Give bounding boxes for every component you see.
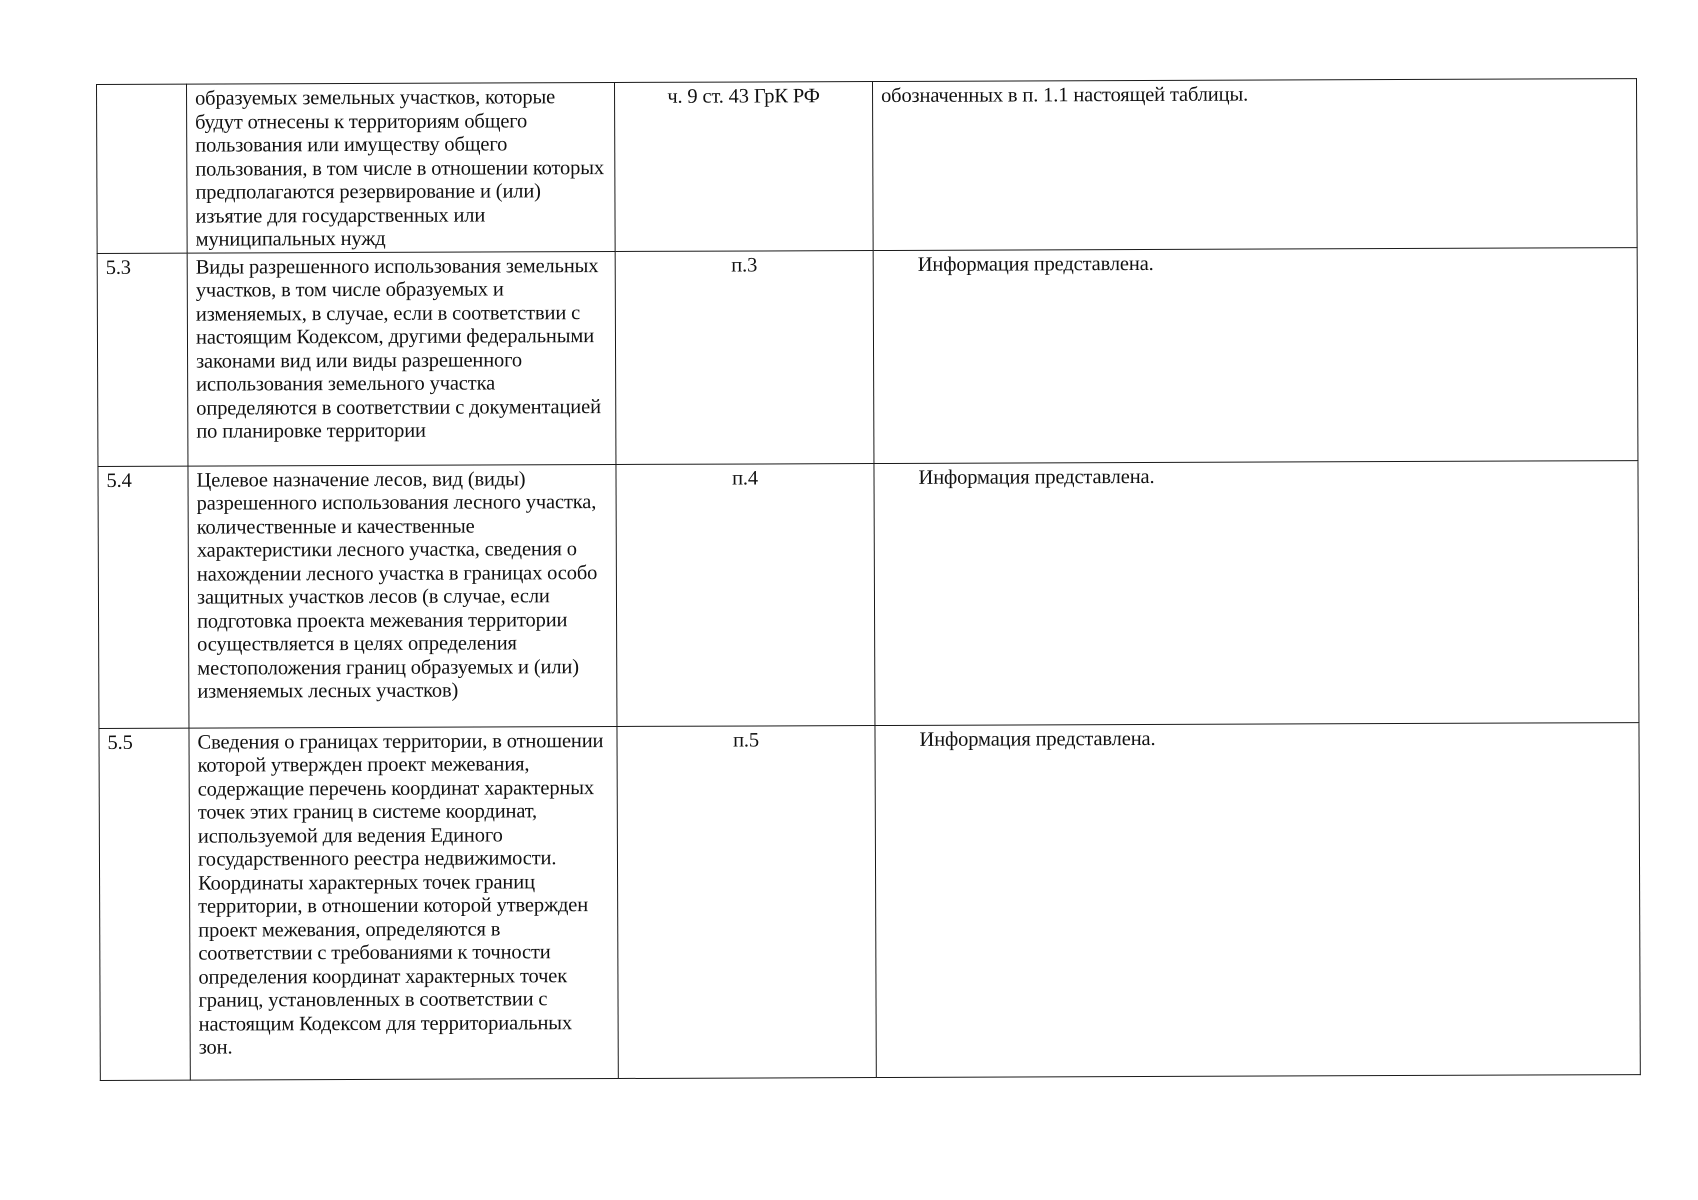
table-row-continuation [97, 79, 1638, 253]
row-reference-cell: п.4 [616, 463, 875, 726]
table-row-5-3 [97, 247, 1638, 466]
row-number-cell: 5.5 [99, 728, 190, 1080]
table-row-5-4 [98, 460, 1639, 728]
row-description-cell: Виды разрешенного использования земельных участков, в том числе образуемых и изменяемых, в случае, если в соответствии с настоящим Кодексом, другими федеральными законами вид или виды разрешенного использования земельного участка определяются в соответствии с документацией по планировке территории [187, 251, 616, 466]
row-info-cell: Информация представлена. [873, 247, 1638, 463]
row-reference-cell: п.5 [617, 725, 876, 1078]
table-row-5-5 [99, 722, 1640, 1080]
row-info-cell: Информация представлена. [874, 460, 1639, 725]
row-reference-cell: ч. 9 ст. 43 ГрК РФ [614, 82, 873, 251]
row-reference-cell: п.3 [615, 250, 874, 464]
row-description-cell: Целевое назначение лесов, вид (виды) разрешенного использования лесного участка, количественные и качественные характеристики лесного участка, сведения о нахождении лесного участка в границах особо защитных участков лесов (в случае, если подготовка проекта межевания территории осуществляется в целях определения местоположения границ образуемых и (или) изменяемых лесных участков) [188, 464, 617, 728]
row-number-cell [97, 84, 188, 253]
row-description-cell: Сведения о границах территории, в отношении которой утвержден проект межевания, содержащие перечень координат характерных точек этих границ в системе координат, используемой для ведения Единого государственного реестра недвижимости. Координаты характерных точек границ территории, в отношении которой утвержден проект межевания, определяются в соответствии с требованиями к точности определения координат характерных точек границ, установленных в соответствии с настоящим Кодексом для территориальных зон. [189, 726, 618, 1080]
row-info-cell: обозначенных в п. 1.1 настоящей таблицы. [872, 79, 1637, 250]
requirements-table [96, 78, 1641, 1080]
row-info-cell: Информация представлена. [875, 722, 1640, 1077]
row-number-cell: 5.4 [98, 466, 189, 728]
row-description-cell: образуемых земельных участков, которые будут отнесены к территориям общего пользования или имуществу общего пользования, в том числе в отношении которых предполагаются резервирование и (или) изъятие для государственных или муниципальных нужд [187, 83, 616, 253]
row-number-cell: 5.3 [97, 253, 188, 466]
